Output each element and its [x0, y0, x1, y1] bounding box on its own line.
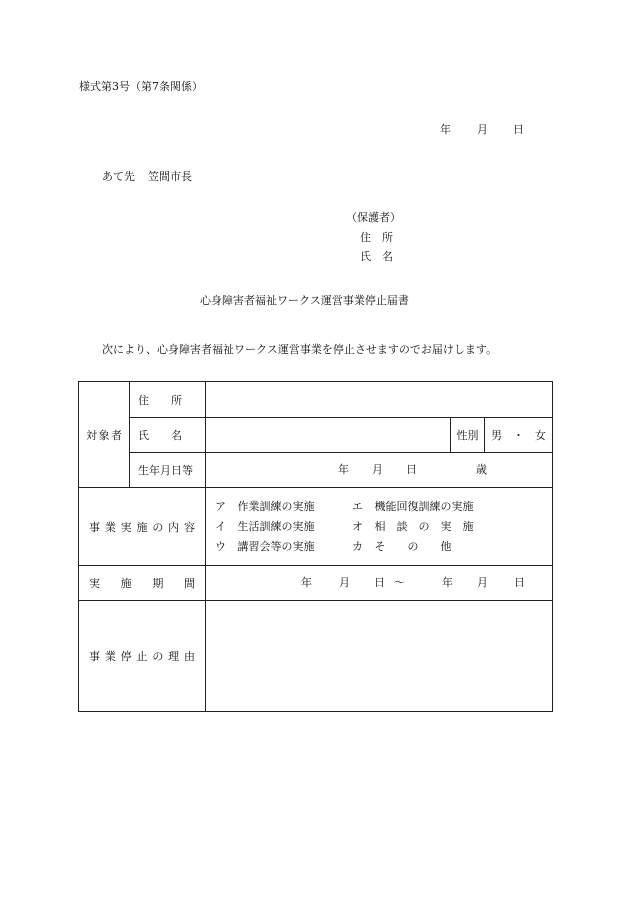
reason-row: [79, 601, 553, 712]
content-option-o[interactable]: [352, 517, 474, 537]
period-end-day: 日: [514, 576, 525, 589]
date-month-label: 月: [477, 123, 488, 136]
content-option-e[interactable]: [352, 497, 474, 517]
content-label-cell: [79, 488, 206, 566]
birth-day-unit: 日: [406, 463, 417, 476]
period-field[interactable]: [206, 566, 553, 601]
content-option-ka[interactable]: [352, 537, 452, 557]
content-mark-ka: カ: [352, 539, 363, 553]
reason-field[interactable]: [206, 601, 553, 712]
content-mark-u: ウ: [215, 539, 226, 553]
content-text-e: 機能回復訓練の実施: [374, 499, 474, 513]
subject-label: [79, 382, 130, 488]
content-option-a[interactable]: [215, 497, 315, 517]
address-label: 住 所: [138, 393, 182, 407]
name-row: [79, 418, 553, 453]
period-start-year: 年: [301, 576, 312, 589]
content-mark-i: イ: [215, 519, 226, 533]
address-field[interactable]: [206, 382, 553, 418]
reason-label-cell: [79, 601, 206, 712]
content-mark-o: オ: [352, 519, 363, 533]
content-mark-e: エ: [352, 499, 363, 513]
age-unit: 歳: [476, 463, 487, 476]
addressee: [102, 170, 192, 184]
birthdate-row: [79, 453, 553, 488]
content-row: [79, 488, 553, 566]
period-label: 実 施 期 間: [89, 577, 195, 590]
period-label-cell: [79, 566, 206, 601]
subject-label-text: 対 象 者: [86, 428, 122, 442]
address-label-cell: [130, 382, 206, 418]
addressee-prefix: あて先: [102, 170, 135, 183]
birthdate-label: 生年月日等: [138, 464, 193, 477]
form-table: [78, 381, 553, 712]
name-field[interactable]: [206, 418, 451, 453]
document-title: 心身障害者福祉ワークス運営事業停止届書: [200, 294, 409, 307]
content-text-u: 講習会等の実施: [237, 539, 315, 553]
form-number: 様式第3号（第7条関係）: [79, 80, 203, 93]
intro-text: 次により、心身障害者福祉ワークス運営事業を停止させますのでお届けします。: [102, 343, 498, 356]
content-text-ka: そ の 他: [374, 539, 452, 553]
guardian-name-label: 氏 名: [360, 250, 393, 263]
content-option-i[interactable]: [215, 517, 315, 537]
period-separator: ～: [394, 576, 405, 589]
birth-year-unit: 年: [338, 463, 349, 476]
period-start-month: 月: [339, 576, 350, 589]
content-label: 事 業 実 施 の 内 容: [89, 520, 195, 534]
birth-month-unit: 月: [372, 463, 383, 476]
period-end-year: 年: [442, 576, 453, 589]
date-year-label: 年: [440, 123, 451, 136]
content-text-a: 作業訓練の実施: [237, 499, 315, 513]
birthdate-label-cell: [130, 453, 206, 488]
period-end-month: 月: [477, 576, 488, 589]
content-text-o: 相 談 の 実 施: [374, 519, 474, 533]
name-label: 氏 名: [138, 429, 182, 442]
period-start-day: 日: [374, 576, 385, 589]
addressee-name: 笠間市長: [148, 170, 192, 183]
name-label-cell: [130, 418, 206, 453]
gender-label: 性別: [451, 418, 485, 453]
content-options[interactable]: [206, 488, 553, 566]
guardian-heading: （保護者）: [346, 211, 401, 224]
content-option-u[interactable]: [215, 537, 315, 557]
content-text-i: 生活訓練の実施: [237, 519, 315, 533]
reason-label: 事 業 停 止 の 理 由: [89, 650, 195, 663]
address-row: [79, 382, 553, 418]
date-day-label: 日: [513, 123, 524, 136]
content-mark-a: ア: [215, 499, 226, 513]
guardian-address-label: 住 所: [360, 231, 393, 244]
birthdate-field[interactable]: [206, 453, 553, 488]
period-row: [79, 566, 553, 601]
gender-options[interactable]: 男 ・ 女: [485, 418, 553, 453]
